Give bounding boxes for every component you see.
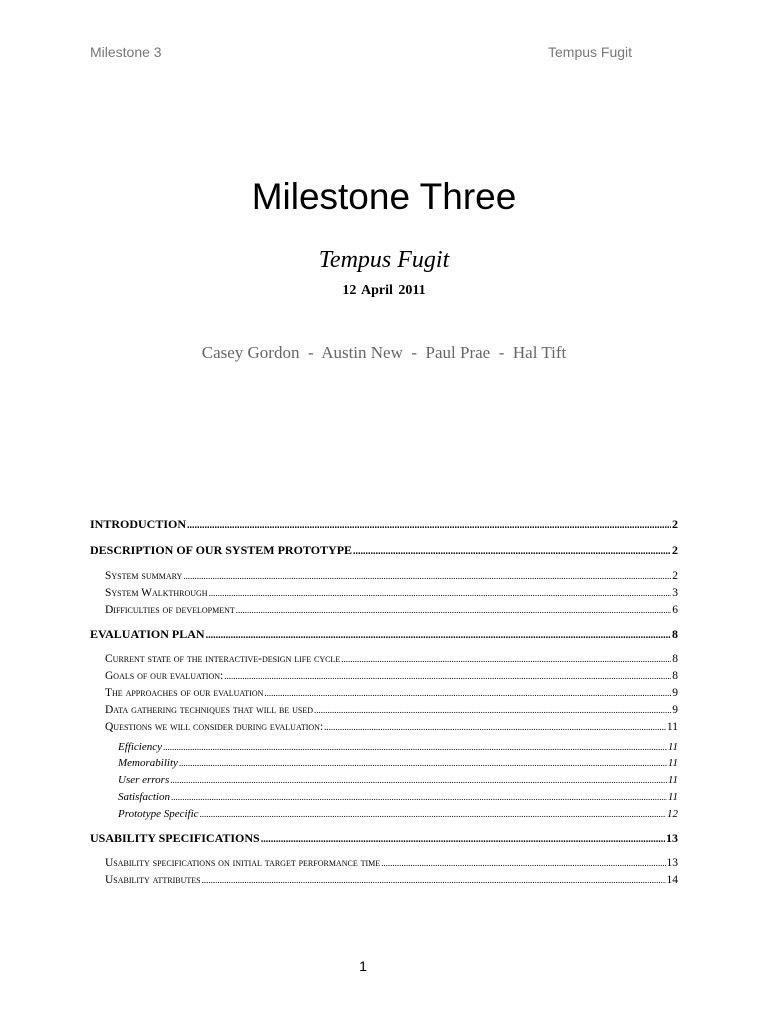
toc-entry-page: 9 [672, 704, 678, 716]
toc-entry-page: 8 [672, 670, 678, 682]
toc-leader-dots [264, 686, 671, 700]
toc-entry-label: Data gathering techniques that will be used [105, 704, 314, 716]
toc-leader-dots [381, 856, 665, 870]
toc-leader-dots [261, 833, 665, 847]
running-header-right: Tempus Fugit [548, 44, 633, 60]
toc-entry-label: System Walkthrough [105, 587, 208, 599]
toc-entry[interactable] [105, 652, 678, 666]
toc-leader-dots [202, 873, 666, 887]
toc-leader-dots [183, 569, 671, 583]
toc-entry-page: 13 [666, 831, 678, 845]
toc-entry-label: The approaches of our evaluation [105, 687, 264, 699]
toc-entry-page: 2 [672, 543, 678, 557]
toc-entry-label: Memorability [118, 757, 178, 769]
toc-entry-label: User errors [118, 774, 170, 786]
toc-leader-dots [179, 756, 667, 770]
toc-entry[interactable] [118, 756, 678, 770]
toc-entry-page: 11 [667, 774, 678, 786]
document-date: 12 April 2011 [342, 283, 426, 298]
page-number: 1 [359, 958, 367, 974]
toc-entry[interactable] [118, 790, 678, 804]
toc-leader-dots [206, 629, 671, 643]
toc-entry-label: Difficulties of development [105, 604, 235, 616]
toc-entry[interactable] [118, 773, 678, 787]
toc-entry-label: EVALUATION PLAN [90, 627, 205, 641]
toc-entry-label: Goals of our evaluation: [105, 670, 224, 682]
toc-leader-dots [170, 773, 667, 787]
toc-entry-label: Prototype Specific [118, 808, 199, 820]
toc-entry[interactable] [105, 569, 678, 583]
toc-entry[interactable] [105, 686, 678, 700]
toc-entry[interactable] [105, 669, 678, 683]
toc-entry-page: 3 [672, 587, 678, 599]
toc-entry-page: 12 [667, 808, 678, 820]
toc-leader-dots [200, 807, 666, 821]
toc-leader-dots [171, 790, 667, 804]
toc-entry-page: 8 [672, 627, 678, 641]
toc-entry-page: 9 [672, 687, 678, 699]
toc-entry-page: 11 [667, 791, 678, 803]
toc-leader-dots [224, 669, 671, 683]
toc-entry[interactable] [118, 740, 678, 754]
toc-entry-label: INTRODUCTION [90, 517, 187, 531]
toc-entry-page: 11 [667, 741, 678, 753]
toc-entry-page: 2 [672, 517, 678, 531]
toc-entry[interactable] [118, 807, 678, 821]
document-authors: Casey Gordon - Austin New - Paul Prae - Hal Tift [201, 343, 567, 362]
toc-entry-page: 2 [672, 570, 678, 582]
toc-leader-dots [324, 720, 666, 734]
toc-entry-page: 13 [666, 857, 678, 869]
toc-entry[interactable] [90, 517, 678, 533]
toc-entry[interactable] [105, 873, 678, 887]
toc-entry-page: 11 [667, 757, 678, 769]
toc-entry[interactable] [105, 856, 678, 870]
toc-leader-dots [314, 703, 671, 717]
toc-entry-label: Efficiency [118, 741, 162, 753]
toc-entry[interactable] [90, 831, 678, 847]
toc-entry[interactable] [105, 586, 678, 600]
toc-entry[interactable] [90, 627, 678, 643]
document-title: Milestone Three [251, 176, 517, 217]
toc-entry[interactable] [90, 543, 678, 559]
toc-entry[interactable] [105, 603, 678, 617]
toc-entry-label: USABILITY SPECIFICATIONS [90, 831, 260, 845]
toc-leader-dots [187, 519, 671, 533]
toc-entry-label: Usability specifications on initial target performance time [105, 857, 381, 869]
toc-entry-label: Usability attributes [105, 874, 201, 886]
toc-leader-dots [163, 740, 667, 754]
toc-entry-page: 6 [672, 604, 678, 616]
toc-entry-label: Questions we will consider during evaluation: [105, 721, 324, 733]
toc-entry[interactable] [105, 720, 678, 734]
toc-entry-page: 11 [666, 721, 678, 733]
running-header-left: Milestone 3 [90, 44, 162, 60]
toc-leader-dots [341, 652, 671, 666]
toc-entry-page: 8 [672, 653, 678, 665]
toc-leader-dots [209, 586, 672, 600]
toc-entry[interactable] [105, 703, 678, 717]
toc-entry-label: System summary [105, 570, 183, 582]
toc-entry-label: Current state of the interactive-design life cycle [105, 653, 341, 665]
document-subtitle: Tempus Fugit [318, 247, 450, 273]
toc-entry-page: 14 [666, 874, 678, 886]
toc-leader-dots [236, 603, 671, 617]
toc-leader-dots [353, 545, 671, 559]
toc-entry-label: Satisfaction [118, 791, 170, 803]
toc-entry-label: DESCRIPTION OF OUR SYSTEM PROTOTYPE [90, 543, 353, 557]
